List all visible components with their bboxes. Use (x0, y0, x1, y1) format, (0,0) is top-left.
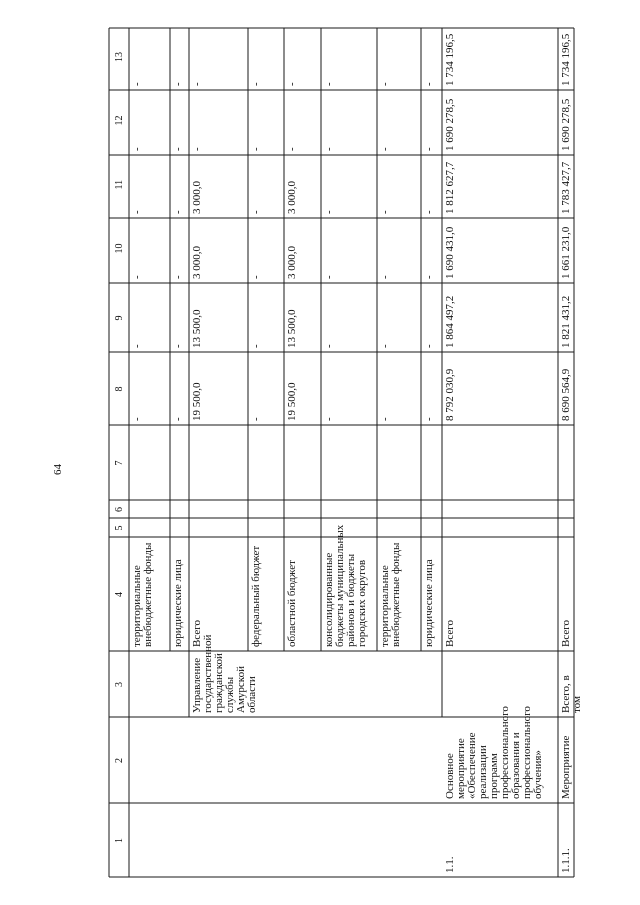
cell-r9-c8: 8 690 564,9 (560, 368, 572, 421)
cell-r6-c4: территориальныевнебюджетные фонды (379, 542, 402, 647)
cell-r0-c13: - (131, 82, 143, 86)
cell-r5-c9: - (323, 344, 335, 348)
col-number-5: 5 (114, 525, 125, 531)
cell-r1-c8: - (172, 417, 184, 421)
cell-r9-c2: Мероприятие (560, 735, 572, 799)
cell-r1-c10: - (172, 275, 184, 279)
cell-r1-c11: - (172, 210, 184, 214)
col-number-8: 8 (114, 386, 125, 392)
cell-r0-c4: территориальныевнебюджетные фонды (131, 542, 154, 647)
cell-r9-c9: 1 821 431,2 (560, 295, 572, 348)
cell-r2-c9: 13 500,0 (191, 309, 203, 348)
col-number-6: 6 (114, 507, 125, 512)
col-number-9: 9 (114, 315, 125, 321)
col-number-7: 7 (114, 460, 125, 466)
cell-r3-c8: - (250, 417, 262, 421)
cell-r8-c10: 1 690 431,0 (444, 226, 456, 279)
cell-r9-c12: 1 690 278,5 (560, 98, 572, 151)
cell-r3-c11: - (250, 210, 262, 214)
cell-r9-c1: 1.1.1. (560, 848, 572, 873)
cell-r9-c3: Всего, втом (560, 675, 583, 713)
cell-r8-c9: 1 864 497,2 (444, 295, 456, 348)
cell-r8-c12: 1 690 278,5 (444, 98, 456, 151)
cell-r0-c8: - (131, 417, 143, 421)
cell-r7-c12: - (423, 147, 435, 151)
cell-r6-c13: - (379, 82, 391, 86)
cell-r6-c10: - (379, 275, 391, 279)
cell-r8-c13: 1 734 196,5 (444, 33, 456, 86)
cell-r7-c9: - (423, 344, 435, 348)
cell-r8-c11: 1 812 627,7 (444, 161, 456, 214)
cell-r4-c10: 3 000,0 (286, 246, 298, 279)
cell-r6-c9: - (379, 344, 391, 348)
cell-r6-c11: - (379, 210, 391, 214)
cell-r1-c9: - (172, 344, 184, 348)
cell-r6-c8: - (379, 417, 391, 421)
cell-r1-c12: - (172, 147, 184, 151)
cell-r4-c11: 3 000,0 (286, 181, 298, 214)
cell-r5-c12: - (323, 147, 335, 151)
col-number-3: 3 (114, 682, 125, 687)
cell-r2-c11: 3 000,0 (191, 181, 203, 214)
cell-r9-c10: 1 661 231,0 (560, 226, 572, 279)
cell-r8-c8: 8 792 030,9 (444, 368, 456, 421)
cell-r5-c13: - (323, 82, 335, 86)
cell-r9-c13: 1 734 196,5 (560, 33, 572, 86)
col-number-4: 4 (114, 592, 125, 597)
cell-r6-c12: - (379, 147, 391, 151)
cell-r4-c13: - (286, 82, 298, 86)
cell-r0-c10: - (131, 275, 143, 279)
cell-r4-c4: областной бюджет (286, 560, 298, 647)
cell-r7-c11: - (423, 210, 435, 214)
cell-r3-c4: федеральный бюджет (250, 545, 262, 647)
cell-r4-c12: - (286, 147, 298, 151)
cell-r2-c10: 3 000,0 (191, 246, 203, 279)
cell-r2-c8: 19 500,0 (191, 382, 203, 421)
cell-r7-c4: юридические лица (423, 559, 435, 647)
cell-r5-c8: - (323, 417, 335, 421)
cell-r8-c4: Всего (444, 620, 456, 647)
cell-r7-c10: - (423, 275, 435, 279)
cell-r3-c10: - (250, 275, 262, 279)
col-number-12: 12 (114, 115, 125, 126)
cell-r9-c11: 1 783 427,7 (560, 161, 572, 214)
cell-r2-c13: - (191, 82, 203, 86)
cell-r2-c12: - (191, 147, 203, 151)
col-number-10: 10 (114, 243, 125, 254)
cell-r5-c4: консолидированныебюджеты муниципальныхрайонов и бюджетыгородских округов (323, 524, 368, 647)
cell-r2-c3: УправлениегосударственнойгражданскойслужбыАмурскойобласти (191, 634, 258, 713)
cell-r0-c11: - (131, 210, 143, 214)
cell-r2-c4: Всего (191, 620, 203, 647)
cell-r0-c9: - (131, 344, 143, 348)
cell-r8-c2: Основноемероприятие«Обеспечениереализациипрограммпрофессиональногообразования ипрофессиональногообучения» (444, 706, 544, 799)
cell-r3-c13: - (250, 82, 262, 86)
cell-r5-c11: - (323, 210, 335, 214)
cell-r0-c12: - (131, 147, 143, 151)
cell-r4-c8: 19 500,0 (286, 382, 298, 421)
cell-r1-c4: юридические лица (172, 559, 184, 647)
cell-r7-c8: - (423, 417, 435, 421)
cell-r4-c9: 13 500,0 (286, 309, 298, 348)
cell-r7-c13: - (423, 82, 435, 86)
col-number-11: 11 (114, 179, 125, 190)
cell-r8-c1: 1.1. (444, 856, 456, 873)
page-number: 64 (52, 464, 64, 475)
cell-r5-c10: - (323, 275, 335, 279)
cell-r3-c9: - (250, 344, 262, 348)
col-number-13: 13 (114, 52, 125, 62)
cell-r1-c13: - (172, 82, 184, 86)
cell-r3-c12: - (250, 147, 262, 151)
cell-r9-c4: Всего (560, 620, 572, 647)
col-number-2: 2 (114, 758, 125, 763)
col-number-1: 1 (114, 838, 125, 843)
